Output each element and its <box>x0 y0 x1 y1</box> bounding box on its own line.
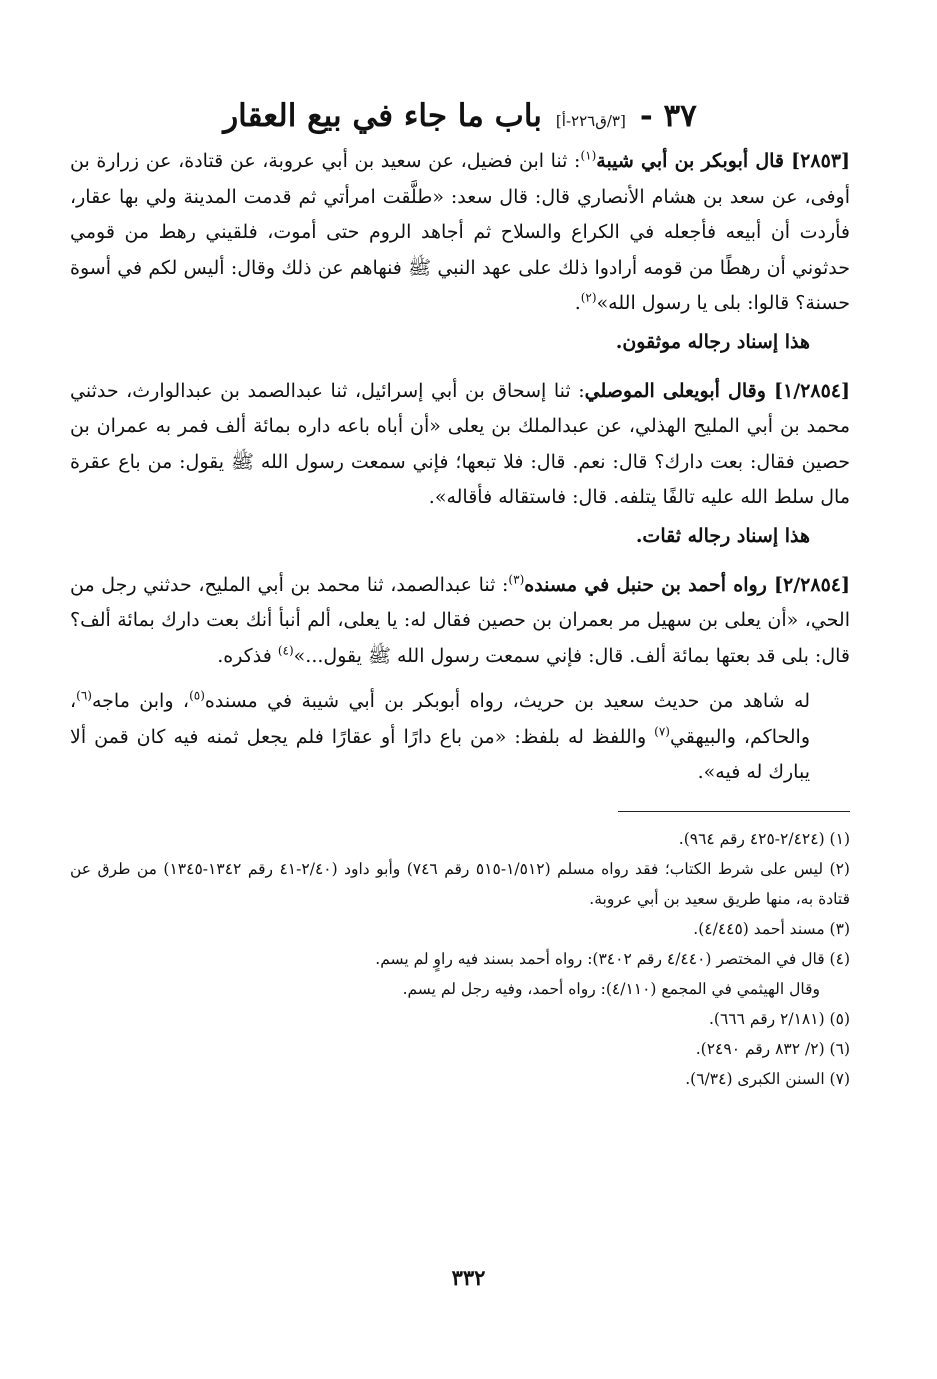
page-number: ٣٣٢ <box>451 1265 486 1290</box>
hadith-2854-2-lead: [٢/٢٨٥٤] رواه أحمد بن حنبل في مسنده <box>524 573 850 596</box>
footnote-ref-2: (٢) <box>580 290 597 305</box>
footnotes <box>70 824 850 1094</box>
footnote-ref-6: (٦) <box>76 688 92 703</box>
manuscript-reference: [٣/ق٢٢٦-أ] <box>555 112 626 130</box>
chapter-number: ٣٧ - <box>639 98 697 134</box>
shahid-text-4: واللفظ له بلفظ: «من باع دارًا أو عقارًا فلم يجعل ثمنه فيه كان قمن ألا يبارك له فيه». <box>70 725 810 783</box>
hadith-2853-grade: هذا إسناد رجاله موثقون. <box>615 330 810 353</box>
shahid-text-3: ، والحاكم، والبيهقي <box>70 690 810 748</box>
footnote-3: (٣) مسند أحمد (٤/٤٤٥). <box>693 919 850 938</box>
hadith-2853-end: . <box>574 292 581 314</box>
footnote-5: (٥) (٢/١٨١ رقم ٦٦٦). <box>709 1009 850 1028</box>
hadith-2854-1-text: : ثنا إسحاق بن أبي إسرائيل، ثنا عبدالصمد بن عبدالوارث، حدثني محمد بن أبي المليح الهذلي، عن عبدالملك بن يعلى «أن أباه باعه داره بمائة ألف فمر به عمران بن حصين فقال: بعت دارك؟ قال: نعم. قال: فلا تبعها؛ فإني سمعت رسول الله ﷺ يقول: من باع عقرة مال سلط الله عليه تالفًا يتلفه. قال: فاستقاله فأقاله». <box>70 379 850 508</box>
footnote-4-continuation: وقال الهيثمي في المجمع (٤/١١٠): رواه أحمد، وفيه رجل لم يسم. <box>402 979 820 998</box>
footnote-ref-1: (١) <box>580 148 597 163</box>
footnote-ref-5: (٥) <box>189 688 205 703</box>
shahid-text-2: ، وابن ماجه <box>91 690 190 712</box>
page-body <box>70 88 850 1094</box>
footnote-1: (١) (٢/٤٢٤-٤٢٥ رقم ٩٦٤). <box>678 829 850 848</box>
chapter-title: باب ما جاء في بيع العقار <box>223 98 542 134</box>
hadith-2854-2-end: فذكره. <box>217 644 278 667</box>
footnote-ref-7: (٧) <box>654 724 670 739</box>
hadith-2853 <box>70 144 850 322</box>
hadith-2854-2 <box>70 568 850 675</box>
footnote-ref-3: (٣) <box>508 572 525 587</box>
hadith-2853-lead: [٢٨٥٣] قال أبوبكر بن أبي شيبة <box>596 150 850 172</box>
footnote-6: (٦) (٢/ ٨٣٢ رقم ٢٤٩٠). <box>695 1039 850 1058</box>
shahid-paragraph <box>70 684 850 791</box>
hadith-2854-1-lead: [١/٢٨٥٤] وقال أبويعلى الموصلي <box>584 379 850 402</box>
footnote-2: (٢) ليس على شرط الكتاب؛ فقد رواه مسلم (١/٥١٢-٥١٥ رقم ٧٤٦) وأبو داود (٢/٤٠-٤١ رقم ١٣٤٢-١٣٤٥) من طرق عن قتادة به، منها طريق سعيد بن أبي عروبة. <box>70 859 850 908</box>
hadith-2854-2-text: : ثنا عبدالصمد، ثنا محمد بن أبي المليح، حدثني رجل من الحي، «أن يعلى بن سهيل مر بعمران بن حصين فقال له: يا يعلى، ألم أنبأ أنك بعت دارك بمائة ألف؟ قال: بلى قد بعتها بمائة ألف. قال: فإني سمعت رسول الله ﷺ يقول...» <box>70 573 850 667</box>
hadith-2854-1 <box>70 374 850 516</box>
footnote-4: (٤) قال في المختصر (٤/٤٤٠ رقم ٣٤٠٢): رواه أحمد بسند فيه راوٍ لم يسم. <box>375 949 850 968</box>
footnote-divider <box>618 811 850 812</box>
chapter-heading <box>70 88 850 144</box>
hadith-2853-text: : ثنا ابن فضيل، عن سعيد بن أبي عروبة، عن قتادة، عن زرارة بن أوفى، عن سعد بن هشام الأنصاري قال: قال سعد: «طلَّقت امرأتي ثم قدمت المدينة ولي بها عقار، فأردت أن أبيعه فأجعله في الكراع والسلاح ثم أجاهد الروم حتى أموت، فلقيني رهط من قومي حدثوني أن رهطًا من قومه أرادوا ذلك على عهد النبي ﷺ فنهاهم عن ذلك وقال: أليس لكم في أسوة حسنة؟ قالوا: بلى يا رسول الله» <box>70 150 850 314</box>
hadith-2854-1-grade: هذا إسناد رجاله ثقات. <box>635 524 810 547</box>
shahid-text-1: له شاهد من حديث سعيد بن حريث، رواه أبوبكر بن أبي شيبة في مسنده <box>204 690 810 712</box>
footnote-ref-4: (٤) <box>277 643 294 658</box>
footnote-7: (٧) السنن الكبرى (٦/٣٤). <box>685 1069 850 1088</box>
